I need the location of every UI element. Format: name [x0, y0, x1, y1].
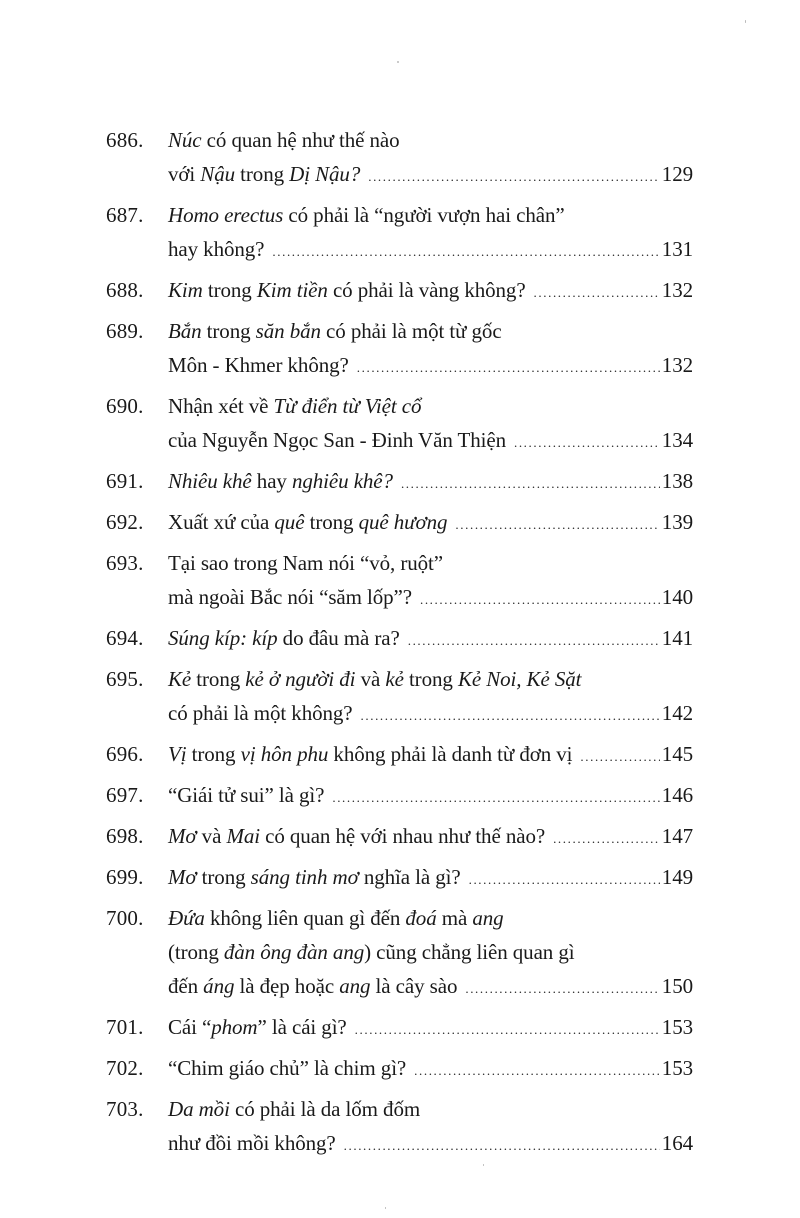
- title-text: như đồi mồi không?: [168, 1131, 336, 1155]
- entry-number: 700.: [106, 906, 144, 930]
- italic-term: quê: [274, 510, 305, 534]
- entry-number: 687.: [106, 203, 144, 227]
- page-number: 147: [661, 824, 693, 848]
- entry-title-text: [168, 860, 461, 894]
- entry-title: [168, 273, 693, 310]
- italic-term: nghiêu khê?: [291, 469, 393, 493]
- page-number: 145: [661, 742, 693, 766]
- entry-title: [168, 778, 693, 815]
- dot-leader: [414, 1054, 660, 1088]
- entry-title-line: [168, 778, 693, 815]
- entry-title-text: [168, 273, 526, 307]
- entry-number: 703.: [106, 1097, 144, 1121]
- entry-title: [168, 737, 693, 774]
- entry-title-text: [168, 394, 421, 418]
- entry-title-text: [168, 128, 400, 152]
- title-text: hay: [251, 469, 292, 493]
- dot-leader: [368, 160, 660, 194]
- entry-title: [168, 1051, 693, 1088]
- dot-leader: [401, 467, 660, 501]
- entry-title-text: [168, 621, 400, 655]
- page-number: 132: [661, 278, 693, 302]
- page-number: 153: [661, 1015, 693, 1039]
- scan-speck: [385, 1207, 386, 1209]
- page-number: 132: [661, 353, 693, 377]
- title-text: có quan hệ như thế nào: [201, 128, 400, 152]
- toc-entry[interactable]: [106, 1010, 693, 1047]
- italic-term: Mơ: [168, 824, 197, 848]
- entry-title-text: [168, 1010, 347, 1044]
- page-number: 142: [661, 701, 693, 725]
- entry-title-line: [168, 232, 693, 269]
- title-text: do đâu mà ra?: [277, 626, 400, 650]
- title-text: trong: [191, 667, 246, 691]
- toc-entry[interactable]: [106, 273, 693, 310]
- entry-number: 702.: [106, 1056, 144, 1080]
- page-number: 141: [661, 626, 693, 650]
- scan-speck: [397, 61, 399, 63]
- toc-entry[interactable]: [106, 546, 693, 617]
- entry-title-line: [168, 935, 693, 969]
- title-text: Xuất xứ của: [168, 510, 275, 534]
- italic-term: Núc: [168, 128, 202, 152]
- entry-title-text: [168, 505, 447, 539]
- entry-title: [168, 464, 693, 501]
- entry-number: 692.: [106, 510, 144, 534]
- title-text: có quan hệ với nhau như thế nào?: [259, 824, 546, 848]
- entry-number: 699.: [106, 865, 144, 889]
- italic-term: Kim tiền: [256, 278, 328, 302]
- italic-term: kẻ: [385, 667, 404, 691]
- title-text: có phải là một từ gốc: [320, 319, 502, 343]
- dot-leader: [361, 699, 660, 733]
- title-text: có phải là “người vượn hai chân”: [283, 203, 565, 227]
- toc-entry[interactable]: [106, 819, 693, 856]
- entry-title-line: [168, 1126, 693, 1163]
- dot-leader: [514, 426, 660, 460]
- entry-title-line: [168, 621, 693, 658]
- italic-term: Mơ: [168, 865, 197, 889]
- title-text: Môn - Khmer không?: [168, 353, 349, 377]
- dot-leader: [580, 740, 659, 774]
- title-text: là cây sào: [370, 974, 458, 998]
- page-number: 153: [661, 1056, 693, 1080]
- entry-title-text: [168, 940, 575, 964]
- title-text: trong: [196, 865, 251, 889]
- title-text: trong: [403, 667, 458, 691]
- entry-title-text: [168, 551, 443, 575]
- page-number: 138: [661, 469, 693, 493]
- entry-number: 694.: [106, 626, 144, 650]
- italic-term: ang: [472, 906, 504, 930]
- entry-number: 696.: [106, 742, 144, 766]
- title-text: đến: [168, 974, 204, 998]
- toc-entry[interactable]: [106, 662, 693, 733]
- toc-entry[interactable]: [106, 123, 693, 194]
- italic-term: Da mồi: [168, 1097, 230, 1121]
- dot-leader: [272, 235, 659, 269]
- title-text: trong: [235, 162, 290, 186]
- italic-term: Dị Nậu?: [289, 162, 361, 186]
- entry-title-text: [168, 667, 581, 691]
- entry-title-line: [168, 1092, 693, 1126]
- entry-title-line: [168, 901, 693, 935]
- title-text: trong: [202, 278, 257, 302]
- entry-title-line: [168, 348, 693, 385]
- dot-leader: [455, 508, 659, 542]
- dot-leader: [469, 863, 660, 897]
- dot-leader: [408, 624, 660, 658]
- entry-title-text: [168, 778, 324, 812]
- entry-number: 690.: [106, 394, 144, 418]
- entry-title-text: [168, 319, 502, 343]
- page-number: 149: [661, 865, 693, 889]
- title-text: ” là cái gì?: [257, 1015, 347, 1039]
- entry-title-text: [168, 1097, 420, 1121]
- entry-number: 701.: [106, 1015, 144, 1039]
- title-text: trong: [304, 510, 359, 534]
- toc-entry[interactable]: [106, 860, 693, 897]
- dot-leader: [420, 583, 660, 617]
- title-text: Tại sao trong Nam nói “vỏ, ruột”: [168, 551, 443, 575]
- entry-title-line: [168, 696, 693, 733]
- entry-title-line: [168, 580, 693, 617]
- title-text: là đẹp hoặc: [234, 974, 340, 998]
- title-text: có phải là vàng không?: [327, 278, 526, 302]
- title-text: nghĩa là gì?: [358, 865, 461, 889]
- title-text: Cái “: [168, 1015, 212, 1039]
- entry-title-text: [168, 1051, 406, 1085]
- italic-term: Homo erectus: [168, 203, 284, 227]
- italic-term: Từ điển từ Việt cổ: [273, 394, 422, 418]
- italic-term: vị hôn phu: [240, 742, 329, 766]
- page-number: 164: [661, 1131, 693, 1155]
- dot-leader: [534, 276, 660, 310]
- entry-title-text: [168, 1126, 336, 1160]
- dot-leader: [357, 351, 660, 385]
- title-text: (trong: [168, 940, 224, 964]
- entry-title-line: [168, 505, 693, 542]
- entry-title-text: [168, 232, 264, 266]
- entry-number: 695.: [106, 667, 144, 691]
- entry-number: 698.: [106, 824, 144, 848]
- italic-term: Vị: [168, 742, 187, 766]
- toc-entry[interactable]: [106, 901, 693, 1006]
- title-text: không phải là danh từ đơn vị: [328, 742, 573, 766]
- toc-entry[interactable]: [106, 464, 693, 501]
- entry-title: [168, 621, 693, 658]
- toc-entry[interactable]: [106, 1051, 693, 1088]
- page-number: 131: [661, 237, 693, 261]
- entry-title-line: [168, 198, 693, 232]
- entry-title-line: [168, 423, 693, 460]
- italic-term: ang: [339, 974, 371, 998]
- italic-term: Súng kíp: kíp: [168, 626, 278, 650]
- page-number: 129: [661, 162, 693, 186]
- entry-number: 697.: [106, 783, 144, 807]
- title-text: Nhận xét về: [168, 394, 274, 418]
- entry-title-line: [168, 123, 693, 157]
- title-text: và: [196, 824, 227, 848]
- page-number: 139: [661, 510, 693, 534]
- toc-entry[interactable]: [106, 621, 693, 658]
- italic-term: đàn ông đàn ang: [223, 940, 365, 964]
- entry-title-line: [168, 464, 693, 501]
- title-text: của Nguyễn Ngọc San - Đinh Văn Thiện: [168, 428, 506, 452]
- entry-title-text: [168, 969, 457, 1003]
- entry-title-text: [168, 203, 565, 227]
- entry-title-line: [168, 819, 693, 856]
- entry-title-line: [168, 389, 693, 423]
- dot-leader: [332, 781, 659, 815]
- italic-term: phom: [211, 1015, 258, 1039]
- entry-title: [168, 505, 693, 542]
- title-text: và: [355, 667, 386, 691]
- title-text: ) cũng chẳng liên quan gì: [364, 940, 575, 964]
- entry-title-text: [168, 696, 353, 730]
- italic-term: Nhiêu khê: [168, 469, 252, 493]
- italic-term: áng: [203, 974, 235, 998]
- entry-title-text: [168, 423, 506, 457]
- italic-term: Kẻ Noi, Kẻ Sặt: [457, 667, 582, 691]
- entry-title-text: [168, 906, 504, 930]
- entry-title-text: [168, 819, 545, 853]
- entry-title-line: [168, 1051, 693, 1088]
- entry-title: [168, 389, 693, 460]
- entry-title-line: [168, 1010, 693, 1047]
- toc-entry[interactable]: [106, 314, 693, 385]
- toc-entry[interactable]: [106, 505, 693, 542]
- title-text: trong: [186, 742, 241, 766]
- entry-title: [168, 901, 693, 1006]
- entry-title-line: [168, 273, 693, 310]
- entry-title: [168, 860, 693, 897]
- entry-title: [168, 546, 693, 617]
- entry-number: 688.: [106, 278, 144, 302]
- entry-title: [168, 198, 693, 269]
- entry-title-line: [168, 157, 693, 194]
- toc-entry[interactable]: [106, 198, 693, 269]
- toc-entry[interactable]: [106, 1092, 693, 1163]
- entry-title-line: [168, 737, 693, 774]
- page-number: 150: [661, 974, 693, 998]
- entry-number: 689.: [106, 319, 144, 343]
- title-text: có phải là da lốm đốm: [229, 1097, 421, 1121]
- italic-term: Đứa: [168, 906, 205, 930]
- italic-term: Bắn: [168, 319, 202, 343]
- entry-number: 693.: [106, 551, 144, 575]
- entry-title-line: [168, 662, 693, 696]
- italic-term: săn bắn: [255, 319, 321, 343]
- italic-term: quê hương: [358, 510, 448, 534]
- entry-title-text: [168, 157, 360, 191]
- dot-leader: [344, 1129, 660, 1163]
- title-text: mà ngoài Bắc nói “săm lốp”?: [168, 585, 412, 609]
- entry-title-text: [168, 737, 572, 771]
- scan-speck: [745, 20, 746, 23]
- entry-title-text: [168, 580, 412, 614]
- title-text: “Chim giáo chủ” là chim gì?: [168, 1056, 407, 1080]
- italic-term: Kẻ: [168, 667, 192, 691]
- italic-term: sáng tinh mơ: [250, 865, 359, 889]
- entry-title: [168, 662, 693, 733]
- italic-term: Kim: [168, 278, 203, 302]
- title-text: với: [168, 162, 201, 186]
- entry-title-line: [168, 860, 693, 897]
- dot-leader: [465, 972, 659, 1006]
- toc-entry[interactable]: [106, 778, 693, 815]
- dot-leader: [553, 822, 660, 856]
- title-text: trong: [201, 319, 256, 343]
- page-number: 146: [661, 783, 693, 807]
- toc-entry[interactable]: [106, 737, 693, 774]
- entry-title-line: [168, 969, 693, 1006]
- page-number: 134: [661, 428, 693, 452]
- entry-title-line: [168, 314, 693, 348]
- italic-term: Mai: [226, 824, 260, 848]
- title-text: “Giái tử sui” là gì?: [168, 783, 325, 807]
- page-number: 140: [661, 585, 693, 609]
- title-text: có phải là một không?: [168, 701, 353, 725]
- entry-title-text: [168, 348, 349, 382]
- entry-title: [168, 1010, 693, 1047]
- italic-term: kẻ ở người đi: [245, 667, 356, 691]
- title-text: không liên quan gì đến: [204, 906, 406, 930]
- entry-title: [168, 123, 693, 194]
- entry-number: 691.: [106, 469, 144, 493]
- entry-number: 686.: [106, 128, 144, 152]
- italic-term: đoá: [405, 906, 437, 930]
- dot-leader: [355, 1013, 660, 1047]
- entry-title-text: [168, 464, 393, 498]
- entry-title: [168, 314, 693, 385]
- title-text: hay không?: [168, 237, 265, 261]
- entry-title: [168, 819, 693, 856]
- italic-term: Nậu: [200, 162, 236, 186]
- table-of-contents: [106, 123, 693, 1167]
- title-text: mà: [436, 906, 473, 930]
- toc-entry[interactable]: [106, 389, 693, 460]
- entry-title: [168, 1092, 693, 1163]
- entry-title-line: [168, 546, 693, 580]
